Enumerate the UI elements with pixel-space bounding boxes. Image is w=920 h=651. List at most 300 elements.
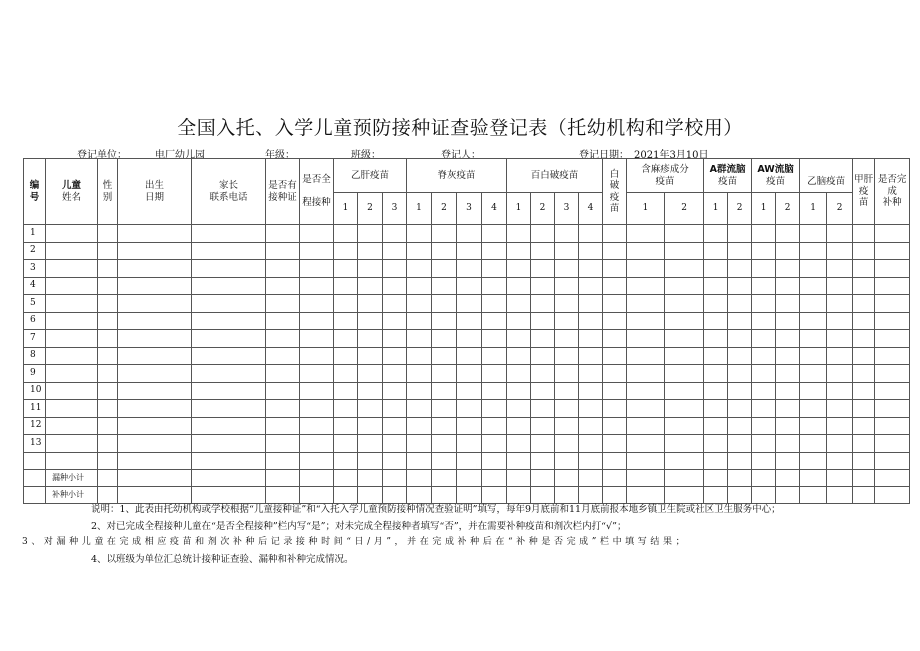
table-cell[interactable] <box>603 295 627 313</box>
table-cell[interactable] <box>192 330 266 348</box>
table-cell[interactable] <box>728 469 752 486</box>
table-cell[interactable] <box>432 242 457 260</box>
table-cell[interactable] <box>704 382 728 400</box>
table-cell[interactable] <box>46 452 98 469</box>
table-cell[interactable] <box>704 330 728 348</box>
table-cell[interactable] <box>555 330 579 348</box>
table-cell[interactable] <box>507 347 531 365</box>
table-cell[interactable] <box>482 400 507 418</box>
table-cell[interactable] <box>665 452 704 469</box>
table-cell[interactable] <box>800 400 827 418</box>
table-cell[interactable] <box>853 260 875 278</box>
table-cell[interactable] <box>627 365 665 383</box>
table-cell[interactable] <box>531 452 555 469</box>
table-cell[interactable] <box>482 242 507 260</box>
table-cell[interactable] <box>752 452 776 469</box>
table-cell[interactable] <box>827 225 853 243</box>
table-cell[interactable] <box>728 365 752 383</box>
table-cell[interactable] <box>853 277 875 295</box>
table-cell[interactable] <box>432 225 457 243</box>
table-cell[interactable] <box>776 469 800 486</box>
table-cell[interactable] <box>579 277 603 295</box>
table-cell[interactable] <box>192 295 266 313</box>
table-cell[interactable] <box>266 435 300 453</box>
table-cell[interactable] <box>118 260 192 278</box>
table-cell[interactable] <box>482 295 507 313</box>
table-cell[interactable] <box>579 435 603 453</box>
table-cell[interactable] <box>531 277 555 295</box>
table-cell[interactable] <box>358 469 383 486</box>
table-cell[interactable] <box>300 452 334 469</box>
table-cell[interactable] <box>776 295 800 313</box>
table-cell[interactable] <box>555 435 579 453</box>
table-cell[interactable] <box>432 260 457 278</box>
table-cell[interactable] <box>875 486 910 503</box>
table-cell[interactable] <box>555 417 579 435</box>
table-cell[interactable] <box>875 242 910 260</box>
table-cell[interactable] <box>334 260 358 278</box>
table-cell[interactable] <box>853 225 875 243</box>
table-cell[interactable] <box>383 452 407 469</box>
table-cell[interactable] <box>432 382 457 400</box>
table-cell[interactable] <box>827 330 853 348</box>
table-cell[interactable] <box>627 277 665 295</box>
table-cell[interactable] <box>800 242 827 260</box>
table-cell[interactable] <box>457 365 482 383</box>
table-cell[interactable] <box>704 365 728 383</box>
table-cell[interactable] <box>407 242 432 260</box>
table-cell[interactable] <box>300 312 334 330</box>
table-cell[interactable] <box>800 435 827 453</box>
table-cell[interactable] <box>98 295 118 313</box>
table-cell[interactable] <box>407 277 432 295</box>
table-cell[interactable] <box>507 469 531 486</box>
table-cell[interactable] <box>457 347 482 365</box>
table-cell[interactable] <box>432 469 457 486</box>
table-cell[interactable] <box>300 347 334 365</box>
table-cell[interactable] <box>383 225 407 243</box>
table-cell[interactable] <box>875 469 910 486</box>
table-cell[interactable] <box>827 417 853 435</box>
table-cell[interactable] <box>334 435 358 453</box>
table-cell[interactable] <box>507 260 531 278</box>
table-cell[interactable] <box>192 225 266 243</box>
table-cell[interactable] <box>728 347 752 365</box>
table-cell[interactable] <box>627 295 665 313</box>
table-cell[interactable] <box>432 295 457 313</box>
table-cell[interactable] <box>627 382 665 400</box>
table-cell[interactable] <box>507 365 531 383</box>
table-cell[interactable] <box>665 330 704 348</box>
table-cell[interactable] <box>432 365 457 383</box>
table-cell[interactable] <box>334 277 358 295</box>
table-cell[interactable] <box>334 242 358 260</box>
table-cell[interactable] <box>300 382 334 400</box>
table-cell[interactable] <box>752 417 776 435</box>
table-cell[interactable] <box>579 365 603 383</box>
table-cell[interactable] <box>24 452 46 469</box>
table-cell[interactable] <box>853 417 875 435</box>
table-cell[interactable] <box>266 417 300 435</box>
table-cell[interactable] <box>603 469 627 486</box>
table-cell[interactable] <box>118 435 192 453</box>
table-cell[interactable] <box>875 295 910 313</box>
table-cell[interactable] <box>603 277 627 295</box>
table-cell[interactable] <box>98 452 118 469</box>
table-cell[interactable] <box>358 312 383 330</box>
table-cell[interactable] <box>800 260 827 278</box>
table-cell[interactable] <box>603 347 627 365</box>
table-cell[interactable] <box>579 382 603 400</box>
table-cell[interactable] <box>875 417 910 435</box>
table-cell[interactable] <box>800 469 827 486</box>
table-cell[interactable] <box>555 225 579 243</box>
table-cell[interactable] <box>603 260 627 278</box>
table-cell[interactable] <box>457 295 482 313</box>
table-cell[interactable] <box>407 330 432 348</box>
table-cell[interactable] <box>531 347 555 365</box>
table-cell[interactable] <box>266 312 300 330</box>
table-cell[interactable] <box>603 365 627 383</box>
table-cell[interactable] <box>776 347 800 365</box>
table-cell[interactable] <box>531 417 555 435</box>
table-cell[interactable] <box>555 469 579 486</box>
table-cell[interactable] <box>603 330 627 348</box>
table-cell[interactable] <box>555 295 579 313</box>
table-cell[interactable] <box>603 400 627 418</box>
table-cell[interactable] <box>192 312 266 330</box>
table-cell[interactable] <box>383 277 407 295</box>
table-cell[interactable] <box>46 277 98 295</box>
table-cell[interactable] <box>800 365 827 383</box>
table-cell[interactable] <box>432 277 457 295</box>
table-cell[interactable] <box>827 400 853 418</box>
table-cell[interactable] <box>507 295 531 313</box>
table-cell[interactable] <box>728 330 752 348</box>
table-cell[interactable] <box>627 417 665 435</box>
table-cell[interactable] <box>432 452 457 469</box>
table-cell[interactable] <box>875 312 910 330</box>
table-cell[interactable] <box>853 486 875 503</box>
table-cell[interactable] <box>579 417 603 435</box>
table-cell[interactable] <box>46 312 98 330</box>
table-cell[interactable] <box>665 400 704 418</box>
table-cell[interactable] <box>407 295 432 313</box>
table-cell[interactable] <box>46 347 98 365</box>
table-cell[interactable] <box>579 469 603 486</box>
table-cell[interactable] <box>853 400 875 418</box>
table-cell[interactable] <box>853 295 875 313</box>
table-cell[interactable] <box>776 417 800 435</box>
table-cell[interactable] <box>603 435 627 453</box>
table-cell[interactable] <box>432 435 457 453</box>
table-cell[interactable] <box>827 260 853 278</box>
table-cell[interactable] <box>334 330 358 348</box>
table-cell[interactable] <box>875 452 910 469</box>
table-cell[interactable] <box>507 452 531 469</box>
table-cell[interactable] <box>266 277 300 295</box>
table-cell[interactable] <box>627 242 665 260</box>
table-cell[interactable] <box>98 347 118 365</box>
table-cell[interactable] <box>192 347 266 365</box>
table-cell[interactable] <box>118 347 192 365</box>
table-cell[interactable] <box>728 435 752 453</box>
table-cell[interactable] <box>300 295 334 313</box>
table-cell[interactable] <box>555 242 579 260</box>
table-cell[interactable] <box>704 417 728 435</box>
table-cell[interactable] <box>334 347 358 365</box>
table-cell[interactable] <box>603 452 627 469</box>
table-cell[interactable] <box>627 330 665 348</box>
table-cell[interactable] <box>776 260 800 278</box>
table-cell[interactable] <box>482 435 507 453</box>
table-cell[interactable] <box>776 400 800 418</box>
table-cell[interactable] <box>118 452 192 469</box>
table-cell[interactable] <box>383 469 407 486</box>
table-cell[interactable] <box>704 295 728 313</box>
table-cell[interactable] <box>482 225 507 243</box>
table-cell[interactable] <box>98 242 118 260</box>
table-cell[interactable] <box>482 277 507 295</box>
table-cell[interactable] <box>665 347 704 365</box>
table-cell[interactable] <box>728 417 752 435</box>
table-cell[interactable] <box>118 382 192 400</box>
table-cell[interactable] <box>827 312 853 330</box>
table-cell[interactable] <box>752 382 776 400</box>
table-cell[interactable] <box>665 312 704 330</box>
table-cell[interactable] <box>432 347 457 365</box>
table-cell[interactable] <box>334 365 358 383</box>
table-cell[interactable] <box>118 400 192 418</box>
table-cell[interactable] <box>192 277 266 295</box>
table-cell[interactable] <box>776 225 800 243</box>
table-cell[interactable] <box>627 469 665 486</box>
table-cell[interactable] <box>482 312 507 330</box>
table-cell[interactable] <box>457 312 482 330</box>
table-cell[interactable] <box>579 452 603 469</box>
table-cell[interactable] <box>507 382 531 400</box>
table-cell[interactable] <box>800 330 827 348</box>
table-cell[interactable] <box>432 312 457 330</box>
table-cell[interactable] <box>98 382 118 400</box>
table-cell[interactable] <box>827 469 853 486</box>
table-cell[interactable] <box>531 330 555 348</box>
table-cell[interactable] <box>192 260 266 278</box>
table-cell[interactable] <box>300 242 334 260</box>
table-cell[interactable] <box>407 435 432 453</box>
table-cell[interactable] <box>507 417 531 435</box>
table-cell[interactable] <box>383 260 407 278</box>
table-cell[interactable] <box>875 225 910 243</box>
table-cell[interactable] <box>752 225 776 243</box>
table-cell[interactable] <box>334 452 358 469</box>
table-cell[interactable] <box>407 400 432 418</box>
table-cell[interactable] <box>300 225 334 243</box>
table-cell[interactable] <box>266 347 300 365</box>
table-cell[interactable] <box>300 330 334 348</box>
table-cell[interactable] <box>875 400 910 418</box>
table-cell[interactable] <box>665 417 704 435</box>
table-cell[interactable] <box>853 452 875 469</box>
table-cell[interactable] <box>457 452 482 469</box>
table-cell[interactable] <box>383 382 407 400</box>
table-cell[interactable] <box>46 330 98 348</box>
table-cell[interactable] <box>704 277 728 295</box>
table-cell[interactable] <box>704 452 728 469</box>
table-cell[interactable] <box>776 277 800 295</box>
table-cell[interactable] <box>300 435 334 453</box>
table-cell[interactable] <box>46 260 98 278</box>
table-cell[interactable] <box>482 260 507 278</box>
table-cell[interactable] <box>728 400 752 418</box>
table-cell[interactable] <box>266 400 300 418</box>
table-cell[interactable] <box>46 365 98 383</box>
table-cell[interactable] <box>875 382 910 400</box>
table-cell[interactable] <box>457 435 482 453</box>
table-cell[interactable] <box>531 242 555 260</box>
table-cell[interactable] <box>98 400 118 418</box>
table-cell[interactable] <box>482 382 507 400</box>
table-cell[interactable] <box>407 365 432 383</box>
table-cell[interactable] <box>457 417 482 435</box>
table-cell[interactable] <box>555 452 579 469</box>
table-cell[interactable] <box>358 347 383 365</box>
table-cell[interactable] <box>728 382 752 400</box>
table-cell[interactable] <box>875 435 910 453</box>
table-cell[interactable] <box>118 295 192 313</box>
table-cell[interactable] <box>98 417 118 435</box>
table-cell[interactable] <box>407 417 432 435</box>
table-cell[interactable] <box>407 347 432 365</box>
table-cell[interactable] <box>457 277 482 295</box>
table-cell[interactable] <box>752 260 776 278</box>
table-cell[interactable] <box>800 225 827 243</box>
table-cell[interactable] <box>192 382 266 400</box>
table-cell[interactable] <box>192 435 266 453</box>
table-cell[interactable] <box>752 365 776 383</box>
table-cell[interactable] <box>665 260 704 278</box>
table-cell[interactable] <box>383 295 407 313</box>
table-cell[interactable] <box>704 312 728 330</box>
table-cell[interactable] <box>383 417 407 435</box>
table-cell[interactable] <box>875 330 910 348</box>
table-cell[interactable] <box>266 330 300 348</box>
table-cell[interactable] <box>579 260 603 278</box>
table-cell[interactable] <box>827 277 853 295</box>
table-cell[interactable] <box>531 260 555 278</box>
table-cell[interactable] <box>482 365 507 383</box>
table-cell[interactable] <box>98 469 118 486</box>
table-cell[interactable] <box>752 312 776 330</box>
table-cell[interactable] <box>98 312 118 330</box>
table-cell[interactable] <box>579 295 603 313</box>
table-cell[interactable] <box>704 347 728 365</box>
table-cell[interactable] <box>482 452 507 469</box>
table-cell[interactable] <box>192 365 266 383</box>
table-cell[interactable] <box>334 469 358 486</box>
table-cell[interactable] <box>853 469 875 486</box>
table-cell[interactable] <box>407 312 432 330</box>
table-cell[interactable] <box>827 347 853 365</box>
table-cell[interactable] <box>853 312 875 330</box>
table-cell[interactable] <box>555 365 579 383</box>
table-cell[interactable] <box>358 435 383 453</box>
table-cell[interactable] <box>334 417 358 435</box>
table-cell[interactable] <box>266 382 300 400</box>
table-cell[interactable] <box>334 400 358 418</box>
table-cell[interactable] <box>603 382 627 400</box>
table-cell[interactable] <box>665 469 704 486</box>
table-cell[interactable] <box>827 382 853 400</box>
table-cell[interactable] <box>300 417 334 435</box>
table-cell[interactable] <box>432 330 457 348</box>
table-cell[interactable] <box>358 365 383 383</box>
table-cell[interactable] <box>118 365 192 383</box>
table-cell[interactable] <box>555 277 579 295</box>
table-cell[interactable] <box>358 277 383 295</box>
table-cell[interactable] <box>300 469 334 486</box>
table-cell[interactable] <box>853 435 875 453</box>
table-cell[interactable] <box>46 242 98 260</box>
table-cell[interactable] <box>665 277 704 295</box>
table-cell[interactable] <box>800 382 827 400</box>
table-cell[interactable] <box>579 330 603 348</box>
table-cell[interactable] <box>579 242 603 260</box>
table-cell[interactable] <box>752 469 776 486</box>
table-cell[interactable] <box>665 225 704 243</box>
table-cell[interactable] <box>875 277 910 295</box>
table-cell[interactable] <box>358 417 383 435</box>
table-cell[interactable] <box>46 295 98 313</box>
table-cell[interactable] <box>627 260 665 278</box>
table-cell[interactable] <box>482 330 507 348</box>
table-cell[interactable] <box>531 365 555 383</box>
table-cell[interactable] <box>358 382 383 400</box>
table-cell[interactable] <box>46 400 98 418</box>
table-cell[interactable] <box>531 225 555 243</box>
table-cell[interactable] <box>300 277 334 295</box>
table-cell[interactable] <box>555 382 579 400</box>
table-cell[interactable] <box>728 452 752 469</box>
table-cell[interactable] <box>407 225 432 243</box>
table-cell[interactable] <box>704 225 728 243</box>
table-cell[interactable] <box>300 400 334 418</box>
table-cell[interactable] <box>457 400 482 418</box>
table-cell[interactable] <box>334 312 358 330</box>
table-cell[interactable] <box>266 365 300 383</box>
table-cell[interactable] <box>603 225 627 243</box>
table-cell[interactable] <box>383 312 407 330</box>
table-cell[interactable] <box>118 242 192 260</box>
table-cell[interactable] <box>800 277 827 295</box>
table-cell[interactable] <box>531 469 555 486</box>
table-cell[interactable] <box>192 469 266 486</box>
table-cell[interactable] <box>507 225 531 243</box>
table-cell[interactable] <box>555 400 579 418</box>
table-cell[interactable] <box>457 382 482 400</box>
table-cell[interactable] <box>875 260 910 278</box>
table-cell[interactable] <box>98 365 118 383</box>
table-cell[interactable] <box>457 225 482 243</box>
table-cell[interactable] <box>482 469 507 486</box>
table-cell[interactable] <box>728 277 752 295</box>
table-cell[interactable] <box>358 330 383 348</box>
table-cell[interactable] <box>266 469 300 486</box>
table-cell[interactable] <box>827 435 853 453</box>
table-cell[interactable] <box>507 330 531 348</box>
table-cell[interactable] <box>800 486 827 503</box>
table-cell[interactable] <box>704 260 728 278</box>
